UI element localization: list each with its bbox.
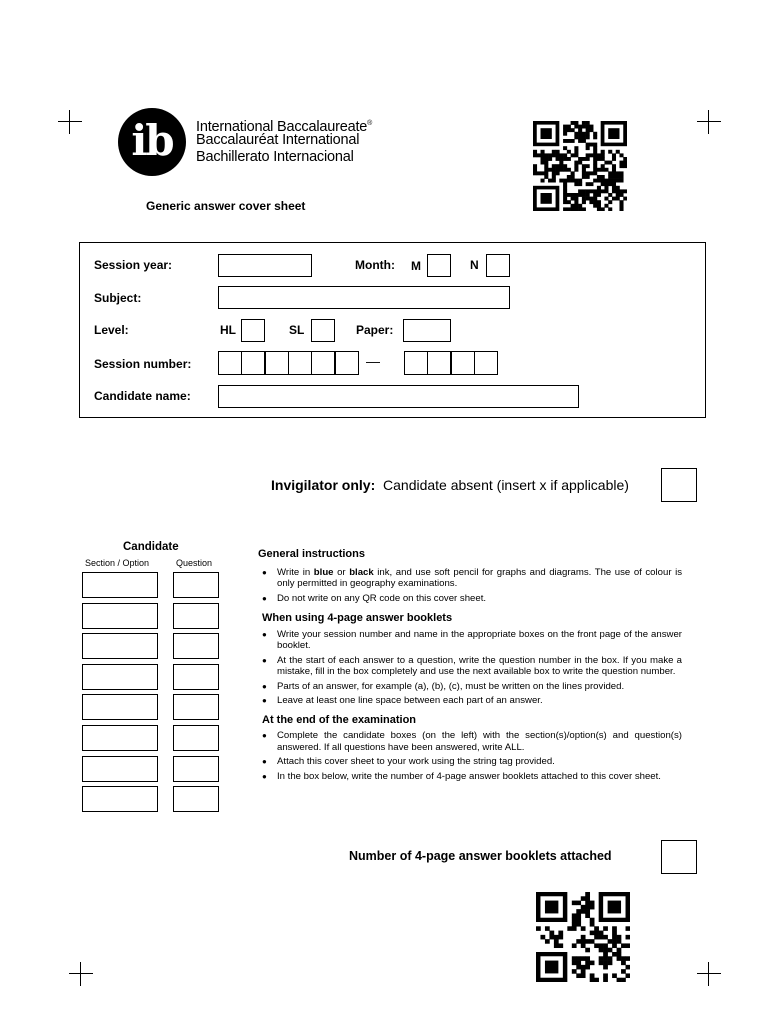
end-item: ● Attach this cover sheet to your work using the string tag provided. (258, 756, 682, 768)
question-box[interactable] (173, 786, 219, 812)
end-item: ● In the box below, write the number of 4-page answer booklets attached to this cover sheet. (258, 771, 682, 783)
paper-field[interactable] (403, 319, 451, 342)
session-digit-box[interactable] (265, 351, 289, 375)
section-option-box[interactable] (82, 694, 158, 720)
section-option-box[interactable] (82, 603, 158, 629)
crop-mark-top-right (697, 110, 721, 134)
booklets-item: ● Write your session number and name in the appropriate boxes on the front page of the answer booklet. (258, 629, 682, 652)
ib-logo (118, 108, 186, 176)
month-m-box[interactable] (427, 254, 451, 277)
session-digit-box[interactable] (404, 351, 428, 375)
general-item: ● Write in blue or black ink, and use soft pencil for graphs and diagrams. The use of colour is only permitted in geography examinations. (258, 567, 682, 590)
end-heading: At the end of the examination (262, 713, 417, 726)
ib-logo-text: ib (131, 116, 173, 165)
month-label: Month: (355, 258, 395, 272)
level-label: Level: (94, 323, 129, 337)
candidate-name-label: Candidate name: (94, 389, 191, 403)
question-header: Question (176, 558, 213, 568)
section-option-header: Section / Option (85, 558, 150, 568)
section-option-box[interactable] (82, 725, 158, 751)
session-number-label: Session number: (94, 357, 192, 371)
crop-mark-bottom-left (69, 962, 93, 986)
month-m-label: M (411, 259, 421, 273)
subject-field[interactable] (218, 286, 510, 309)
section-option-box[interactable] (82, 664, 158, 690)
session-number-dash: — (366, 353, 380, 369)
invigilator-text: Candidate absent (insert x if applicable) (383, 477, 629, 493)
question-box[interactable] (173, 756, 219, 782)
sheet-title: Generic answer cover sheet (146, 199, 306, 213)
session-year-field[interactable] (218, 254, 312, 277)
session-digit-box[interactable] (218, 351, 242, 375)
section-option-box[interactable] (82, 633, 158, 659)
question-box[interactable] (173, 603, 219, 629)
session-year-label: Session year: (94, 258, 173, 272)
instructions (258, 549, 682, 782)
candidate-absent-box[interactable] (661, 468, 697, 502)
org-name-en: International Baccalaureate® (196, 118, 373, 135)
general-heading: General instructions (258, 548, 365, 560)
invigilator-line (271, 477, 629, 493)
booklets-attached-label: Number of 4-page answer booklets attached (349, 849, 612, 863)
section-option-box[interactable] (82, 786, 158, 812)
qr-code-top (533, 121, 627, 211)
session-digit-box[interactable] (427, 351, 451, 375)
booklets-item: ● At the start of each answer to a question, write the question number in the box. If you make a mistake, fill in the box completely and use the next available box to write the question number. (258, 655, 682, 678)
candidate-table-title: Candidate (123, 541, 179, 553)
org-name-fr: Baccalauréat International (196, 132, 360, 148)
booklets-item: ● Leave at least one line space between each part of an answer. (258, 695, 682, 707)
question-box[interactable] (173, 725, 219, 751)
end-item: ● Complete the candidate boxes (on the left) with the section(s)/option(s) and question(s) answered. If all questions have been answered, write ALL. (258, 730, 682, 753)
section-option-box[interactable] (82, 572, 158, 598)
sl-label: SL (289, 323, 305, 337)
question-box[interactable] (173, 633, 219, 659)
hl-label: HL (220, 323, 236, 337)
session-digit-box[interactable] (311, 351, 335, 375)
booklets-attached-box[interactable] (661, 840, 697, 874)
question-box[interactable] (173, 694, 219, 720)
session-digit-box[interactable] (335, 351, 359, 375)
crop-mark-top-left (58, 110, 82, 134)
hl-box[interactable] (241, 319, 265, 342)
session-digit-box[interactable] (288, 351, 312, 375)
paper-label: Paper: (356, 323, 394, 337)
section-option-box[interactable] (82, 756, 158, 782)
session-digit-box[interactable] (474, 351, 498, 375)
subject-label: Subject: (94, 291, 142, 305)
crop-mark-bottom-right (697, 962, 721, 986)
general-item: ● Do not write on any QR code on this cover sheet. (258, 593, 682, 605)
month-n-label: N (470, 258, 479, 272)
invigilator-label: Invigilator only: (271, 477, 376, 493)
booklets-item: ● Parts of an answer, for example (a), (b), (c), must be written on the lines provided. (258, 681, 682, 693)
session-digit-box[interactable] (451, 351, 475, 375)
session-digit-box[interactable] (241, 351, 265, 375)
question-box[interactable] (173, 572, 219, 598)
org-name-es: Bachillerato Internacional (196, 149, 354, 165)
candidate-name-field[interactable] (218, 385, 579, 408)
month-n-box[interactable] (486, 254, 510, 277)
qr-code-bottom (536, 892, 630, 982)
booklets-heading: When using 4-page answer booklets (262, 612, 453, 624)
question-box[interactable] (173, 664, 219, 690)
sl-box[interactable] (311, 319, 335, 342)
